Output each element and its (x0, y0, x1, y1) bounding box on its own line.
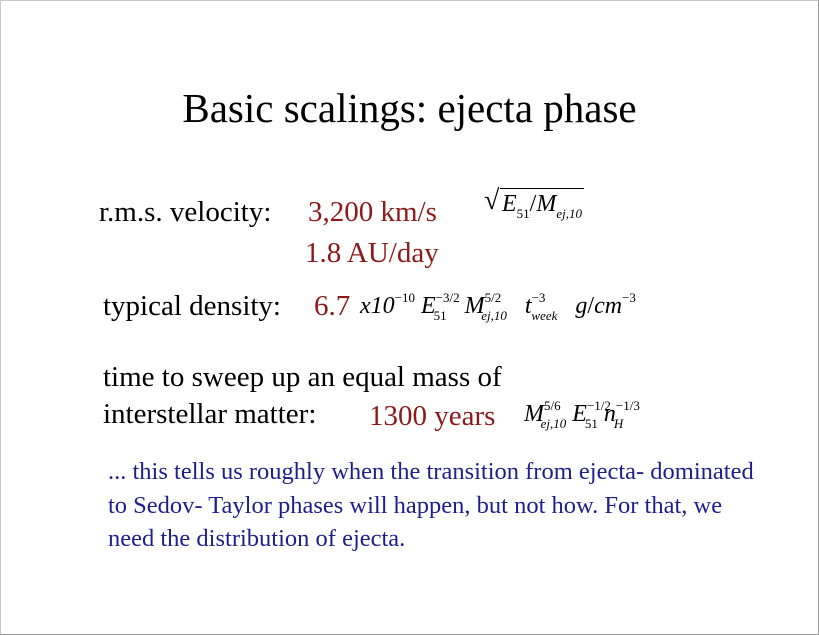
velocity-label: r.m.s. velocity: (99, 196, 272, 228)
formula-unit-g: g (575, 293, 588, 319)
formula-M-sub: ej,10 (540, 416, 567, 431)
formula-slash: / (587, 293, 595, 319)
formula-E-sup: −3/2 (435, 290, 460, 305)
formula-x10: x10 (360, 293, 395, 319)
formula-E: E (572, 401, 587, 427)
density-formula (360, 290, 636, 324)
formula-E: E (502, 191, 517, 217)
sqrt-symbol: √ $E_{51}/M_{ej,10}$ (484, 185, 582, 221)
sweep-formula (524, 398, 640, 432)
formula-E: E (421, 293, 436, 319)
formula-cm-sup: −3 (622, 290, 636, 305)
velocity-formula (484, 185, 584, 222)
density-coeff: 6.7 (314, 290, 351, 322)
density-label: typical density: (103, 290, 281, 322)
formula-M-sub: ej,10 (556, 206, 582, 221)
formula-n-sup: −1/3 (615, 398, 640, 413)
formula-E-sub: 51 (516, 206, 530, 221)
sweep-line1: time to sweep up an equal mass of (103, 361, 502, 393)
sweep-value: 1300 years (369, 400, 496, 432)
formula-n: n (603, 401, 616, 427)
note-text: ... this tells us roughly when the transition from ejecta- dominated to Sedov- Taylor phases will happen, but not how. For that, we need the distribution of ejecta. (108, 458, 754, 552)
formula-unit-cm: cm (594, 293, 623, 319)
velocity-value-kms: 3,200 km/s (308, 196, 437, 228)
formula-x10-sup: −10 (394, 290, 415, 305)
formula-E-sub: 51 (584, 416, 598, 431)
formula-slash: / (529, 191, 537, 217)
velocity-value-au: 1.8 AU/day (305, 237, 439, 269)
formula-n-sub: H (613, 416, 624, 431)
formula-M-sup: 5/2 (484, 290, 502, 305)
formula-E-sub: 51 (433, 308, 447, 323)
formula-t: t (524, 293, 532, 319)
formula-M: M (464, 293, 485, 319)
formula-t-sub: week (531, 308, 558, 323)
sweep-label: interstellar matter: (103, 398, 317, 430)
formula-M: M (536, 191, 557, 217)
formula-M-sup: 5/6 (544, 398, 561, 413)
slide-title: Basic scalings: ejecta phase (182, 85, 637, 131)
formula-t-sup: −3 (531, 290, 546, 305)
formula-M-sub: ej,10 (481, 308, 507, 323)
formula-E-sup: −1/2 (586, 398, 611, 413)
formula-M: M (524, 401, 544, 427)
